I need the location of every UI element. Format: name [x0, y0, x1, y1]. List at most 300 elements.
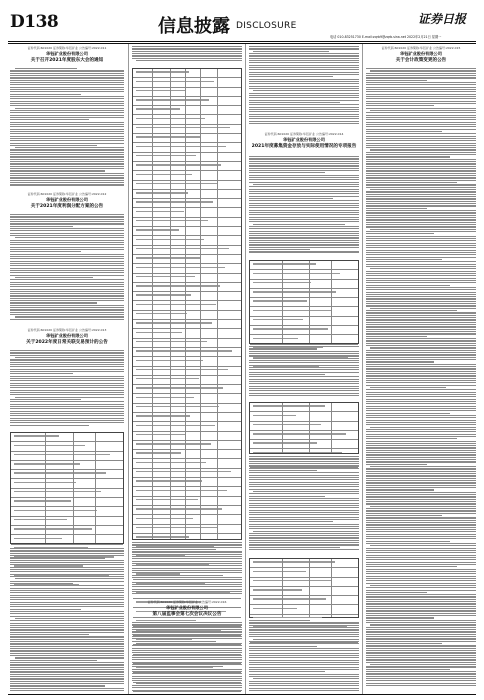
text-line [249, 388, 359, 389]
text-line [10, 312, 124, 313]
text-line [366, 187, 476, 188]
announcement-title: 关于2021年度利润分配方案的公告 [30, 204, 104, 209]
text-line [249, 517, 359, 518]
text-line [132, 572, 242, 573]
table-cell-text [136, 452, 181, 453]
text-line [366, 238, 476, 239]
text-line [366, 534, 476, 535]
text-line [366, 247, 476, 248]
table-row [133, 155, 241, 162]
table-cell-text [136, 146, 226, 147]
text-line [10, 380, 124, 381]
text-line [15, 618, 124, 619]
text-line [132, 558, 242, 559]
text-line [15, 357, 124, 358]
text-line [10, 140, 124, 141]
announcement-title: 关于2022年度日常关联交易预计的公告 [26, 340, 108, 345]
text-line [10, 420, 124, 421]
text-line [10, 625, 124, 626]
announcement-title: 关于召开2021年度股东大会的通知 [30, 58, 104, 63]
text-line [249, 632, 359, 633]
text-line [10, 681, 124, 682]
text-line [366, 303, 476, 304]
table-cell-text [136, 369, 228, 370]
text-line [10, 75, 124, 76]
text-line [249, 111, 359, 112]
text-line [249, 533, 359, 534]
text-line [249, 179, 359, 180]
table-cell-text [136, 490, 227, 491]
text-line [366, 422, 476, 423]
text-line [10, 590, 124, 591]
table-cell-text [136, 81, 214, 82]
text-line [366, 122, 476, 123]
text-line [249, 496, 325, 497]
text-line [132, 673, 242, 674]
text-line [366, 680, 476, 681]
text-line [366, 420, 476, 421]
text-line [10, 359, 124, 360]
text-line [15, 277, 94, 278]
text-line [366, 594, 476, 595]
text-line [366, 182, 457, 183]
text-line [366, 520, 476, 521]
text-line [249, 634, 359, 635]
table-cell-text [253, 608, 297, 609]
text-line [249, 175, 359, 176]
text-line [249, 177, 359, 178]
text-line [366, 278, 476, 279]
text-line [253, 531, 359, 532]
text-line [366, 543, 476, 544]
table-cell-text [253, 300, 307, 301]
text-line [249, 193, 359, 194]
text-line [249, 235, 359, 236]
text-line [10, 115, 124, 116]
text-line [249, 489, 359, 490]
text-line [10, 300, 124, 301]
text-line [366, 517, 476, 518]
text-line [15, 147, 124, 148]
text-line [366, 380, 476, 381]
text-line [249, 46, 359, 47]
text-line [249, 683, 359, 684]
table-row [133, 81, 241, 88]
table-cell-text [14, 445, 85, 446]
text-line [249, 669, 359, 670]
text-line [10, 286, 124, 287]
text-line [132, 568, 242, 569]
text-line [132, 556, 242, 557]
text-line [10, 387, 124, 388]
text-line [366, 403, 476, 404]
table-row [11, 472, 123, 479]
text-line [366, 352, 476, 353]
table-row [11, 445, 123, 452]
text-line [249, 360, 359, 361]
text-line [249, 643, 359, 644]
text-line [10, 613, 124, 614]
text-line [366, 117, 476, 118]
table-row [250, 263, 358, 270]
text-line [249, 163, 359, 164]
text-line [366, 494, 476, 495]
announcement-body [10, 548, 124, 694]
text-line [10, 604, 124, 605]
text-line [249, 620, 310, 621]
text-line [366, 527, 476, 528]
table-column-rule [282, 403, 283, 453]
text-line [10, 309, 124, 310]
text-line [10, 585, 124, 586]
text-line [249, 65, 359, 66]
text-line [370, 347, 476, 348]
text-line [366, 676, 476, 677]
table-row [133, 304, 241, 311]
text-line [10, 256, 124, 257]
text-line [249, 168, 359, 169]
text-line [249, 625, 359, 626]
text-line [10, 233, 124, 234]
text-line [366, 319, 476, 320]
text-line [249, 526, 359, 527]
table-row [250, 571, 358, 578]
announcement-title: 第八届监事会第七次会议决议公告 [152, 612, 222, 617]
text-line [10, 242, 124, 243]
table-cell-text [253, 310, 332, 311]
text-line [249, 486, 359, 487]
text-line [10, 87, 124, 88]
text-line [10, 166, 124, 167]
text-line [132, 687, 242, 688]
data-table [10, 432, 124, 544]
text-line [366, 243, 476, 244]
text-line [10, 177, 124, 178]
table-row [250, 415, 358, 422]
text-line [366, 105, 434, 106]
text-line [249, 79, 359, 80]
text-line [253, 491, 359, 492]
text-line [10, 247, 124, 248]
announcement-body [10, 350, 124, 428]
text-line [10, 173, 124, 174]
text-line [366, 424, 476, 425]
table-cell-text [136, 527, 218, 528]
text-line [249, 60, 359, 61]
text-line [15, 657, 124, 658]
text-line [10, 366, 124, 367]
table-cell-text [253, 328, 328, 329]
text-line [249, 186, 359, 187]
announcement-header [10, 328, 124, 345]
table-column-rule [331, 559, 332, 617]
text-line [249, 503, 359, 504]
text-line [366, 257, 476, 258]
text-line [132, 678, 242, 679]
text-line [249, 58, 359, 59]
announcement-body [10, 214, 124, 324]
table-row [133, 406, 241, 413]
table-row [133, 257, 241, 264]
text-line [132, 624, 242, 625]
text-line [366, 480, 476, 481]
text-line [366, 461, 476, 462]
text-line [366, 429, 476, 430]
text-line [366, 522, 476, 523]
table-row [133, 220, 241, 227]
table-cell-text [14, 463, 80, 464]
text-line [10, 576, 124, 577]
text-line [366, 224, 476, 225]
text-line [366, 91, 476, 92]
text-line [249, 196, 359, 197]
text-line [10, 581, 124, 582]
text-line [366, 75, 476, 76]
table-cell-text [253, 589, 302, 590]
column-divider [245, 44, 246, 694]
text-line [366, 131, 442, 132]
announcement-body [132, 622, 242, 694]
table-cell-text [253, 415, 296, 416]
text-line [366, 340, 476, 341]
text-line [132, 648, 242, 649]
table-cell-text [136, 229, 179, 230]
table-cell-text [14, 510, 97, 511]
table-row [133, 136, 241, 143]
text-line [366, 152, 476, 153]
text-line [366, 317, 476, 318]
announcement-body [132, 46, 242, 64]
text-line [370, 149, 476, 150]
text-line [249, 544, 359, 545]
text-line [366, 580, 476, 581]
text-line [249, 676, 359, 677]
text-line [366, 389, 476, 390]
text-line [10, 263, 124, 264]
text-line [366, 413, 450, 414]
text-line [366, 613, 476, 614]
text-line [10, 560, 124, 561]
text-line [10, 385, 124, 386]
text-line [132, 662, 242, 663]
text-line [10, 401, 124, 402]
table-cell-text [253, 319, 303, 320]
text-line [366, 287, 476, 288]
table-cell-text [136, 201, 213, 202]
text-line [249, 76, 333, 77]
text-line [366, 324, 476, 325]
text-line [366, 275, 476, 276]
text-line [366, 485, 476, 486]
text-line [366, 226, 476, 227]
text-line [249, 648, 359, 649]
text-line [366, 333, 476, 334]
text-line [132, 645, 242, 646]
text-line [366, 503, 476, 504]
text-line [366, 250, 476, 251]
text-line [10, 592, 124, 593]
text-line [366, 361, 434, 362]
text-line [366, 415, 476, 416]
text-line [10, 634, 89, 635]
text-line [132, 544, 242, 545]
text-line [370, 466, 476, 467]
text-line [132, 652, 242, 653]
text-line [366, 119, 476, 120]
text-line [249, 667, 359, 668]
text-line [10, 641, 124, 642]
text-line [249, 81, 359, 82]
text-line [366, 669, 450, 670]
text-line [366, 205, 476, 206]
text-line [249, 191, 359, 192]
text-line [249, 346, 359, 347]
text-line [249, 505, 359, 506]
text-line [249, 374, 325, 375]
text-line [132, 593, 242, 594]
text-line [366, 603, 476, 604]
text-line [10, 110, 124, 111]
text-line [10, 422, 124, 423]
text-line [10, 168, 124, 169]
text-line [15, 397, 124, 398]
text-line [249, 622, 359, 623]
table-cell-text [253, 571, 306, 572]
text-line [10, 639, 124, 640]
table-row [250, 319, 358, 326]
table-row [133, 164, 241, 171]
footer-rule [8, 694, 476, 695]
text-line [10, 258, 124, 259]
text-line [366, 357, 476, 358]
table-row [133, 285, 241, 292]
text-line [10, 557, 105, 558]
text-line [366, 552, 476, 553]
text-line [366, 124, 476, 125]
table-cell-text [253, 405, 325, 406]
text-line [249, 88, 359, 89]
text-line [366, 615, 476, 616]
text-line [366, 629, 476, 630]
text-line [366, 143, 476, 144]
text-line [249, 465, 359, 466]
text-line [15, 578, 124, 579]
text-line [366, 673, 476, 674]
text-line [249, 681, 359, 682]
text-line [370, 110, 476, 111]
text-line [366, 180, 476, 181]
text-line [249, 362, 359, 363]
text-line [366, 208, 427, 209]
table-cell-text [136, 304, 216, 305]
text-line [366, 373, 476, 374]
text-line [10, 96, 124, 97]
text-line [132, 570, 242, 571]
text-line [132, 664, 242, 665]
text-line [10, 550, 124, 551]
text-line [132, 48, 242, 49]
text-line [249, 156, 359, 157]
text-line [249, 104, 359, 105]
table-row [133, 294, 241, 301]
text-line [366, 161, 476, 162]
text-line [366, 683, 476, 684]
text-line [366, 685, 476, 686]
text-line [366, 410, 476, 411]
text-line [10, 611, 124, 612]
text-line [253, 184, 359, 185]
column-divider [362, 44, 363, 694]
table-cell-text [136, 285, 220, 286]
section-title-english: DISCLOSURE [236, 21, 297, 31]
text-line [10, 265, 124, 266]
text-line [10, 602, 124, 603]
table-row [133, 174, 241, 181]
text-line [249, 93, 359, 94]
table-row [133, 146, 241, 153]
table-row [133, 118, 241, 125]
text-line [366, 163, 476, 164]
text-line [10, 623, 124, 624]
text-line [10, 583, 73, 584]
table-row [11, 500, 123, 507]
text-line [366, 666, 476, 667]
text-line [249, 205, 359, 206]
text-line [253, 678, 359, 679]
text-line [366, 434, 476, 435]
text-line [10, 690, 124, 691]
text-line [15, 237, 124, 238]
table-column-rule [95, 433, 96, 543]
text-line [366, 457, 476, 458]
text-line [132, 690, 242, 691]
text-line [10, 156, 124, 157]
text-line [249, 198, 333, 199]
text-line [366, 375, 476, 376]
text-line [249, 200, 359, 201]
text-line [366, 236, 476, 237]
text-line [249, 463, 359, 464]
text-line [10, 406, 124, 407]
text-line [249, 207, 359, 208]
section-title: 信息披露 [158, 16, 230, 37]
table-row [133, 508, 241, 515]
table-row [250, 282, 358, 289]
text-line [249, 165, 359, 166]
table-row [133, 332, 241, 339]
text-line [249, 123, 359, 124]
table-cell-text [253, 338, 298, 339]
text-line [249, 355, 359, 356]
text-line [10, 319, 124, 320]
text-line [370, 308, 476, 309]
text-line [366, 475, 476, 476]
table-row [133, 434, 241, 441]
text-line [366, 371, 476, 372]
masthead [0, 0, 484, 40]
text-line [366, 562, 476, 563]
text-line [366, 641, 476, 642]
text-line [249, 53, 359, 54]
text-line [132, 582, 242, 583]
text-line [366, 657, 476, 658]
column-2 [132, 44, 242, 694]
text-line [132, 58, 242, 59]
text-line [366, 587, 476, 588]
text-line [249, 468, 359, 469]
text-line [10, 80, 124, 81]
stock-code-line: 证券代码:601020 证券简称:华钰矿业 公告编号:2022-015 [381, 46, 461, 50]
